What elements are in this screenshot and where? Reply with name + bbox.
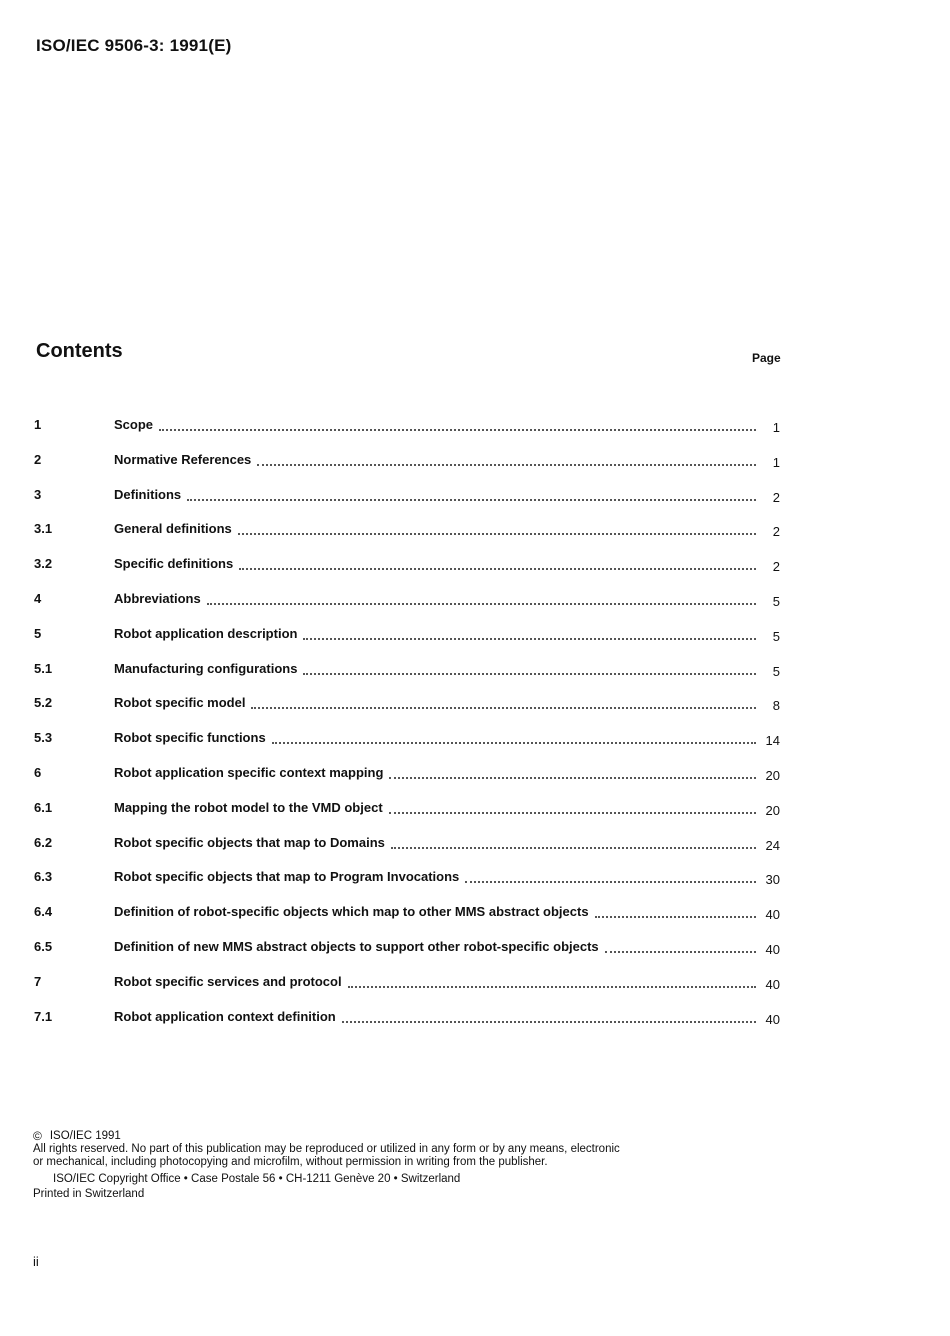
toc-entry-page: 1 xyxy=(772,420,780,435)
toc-entry-title: Robot specific services and protocol xyxy=(114,973,342,989)
contents-title: Contents xyxy=(36,340,123,362)
toc-dot-leader xyxy=(303,673,756,675)
toc-entry-number: 3.2 xyxy=(34,556,53,572)
toc-dot-leader xyxy=(389,812,756,814)
toc-entry-number: 5.2 xyxy=(34,695,53,711)
toc-entry-page: 5 xyxy=(772,663,780,679)
toc-dot-leader xyxy=(238,533,756,535)
toc-entry[interactable] xyxy=(34,484,780,519)
toc-entry-page: 40 xyxy=(765,907,780,923)
toc-entry-number: 3 xyxy=(34,486,42,502)
copyright-symbol: © xyxy=(33,1129,42,1143)
document-id-header: ISO/IEC 9506-3: 1991(E) xyxy=(36,36,232,55)
toc-entry-number: 7.1 xyxy=(34,1008,53,1024)
toc-entry-page: 20 xyxy=(765,802,780,818)
toc-entry-number: 5.3 xyxy=(34,730,53,746)
toc-entry[interactable] xyxy=(34,449,780,484)
toc-dot-leader xyxy=(465,881,755,883)
toc-entry-page: 40 xyxy=(765,1011,780,1027)
toc-entry-title: Scope xyxy=(114,417,154,432)
toc-dot-leader xyxy=(239,568,756,570)
toc-entry-page: 5 xyxy=(772,593,780,609)
toc-entry-title: Definition of robot-specific objects which map to other MMS abstract objects xyxy=(114,904,589,920)
toc-entry[interactable] xyxy=(34,518,780,553)
toc-entry[interactable] xyxy=(34,936,780,971)
toc-entry[interactable] xyxy=(34,971,780,1006)
printed-in-line: Printed in Switzerland xyxy=(33,1188,145,1200)
toc-dot-leader xyxy=(272,742,756,744)
toc-entry[interactable] xyxy=(34,623,780,658)
toc-entry-title: Definition of new MMS abstract objects to support other robot-specific objects xyxy=(114,938,599,954)
toc-entry-number: 6.2 xyxy=(34,834,53,850)
toc-entry-title: Robot specific objects that map to Program Invocations xyxy=(114,869,460,885)
copyright-office-line: ISO/IEC Copyright Office • Case Postale 56 • CH-1211 Genève 20 • Switzerland xyxy=(53,1173,461,1185)
toc-entry-number: 6 xyxy=(34,764,42,780)
toc-entry-page: 24 xyxy=(765,837,780,853)
toc-entry-page: 40 xyxy=(765,941,780,957)
toc-dot-leader xyxy=(389,777,755,779)
toc-entry-number: 6.5 xyxy=(34,938,53,954)
toc-entry-page: 1 xyxy=(772,454,780,470)
toc-entry-number: 4 xyxy=(34,590,42,606)
toc-entry[interactable] xyxy=(34,1006,780,1041)
toc-entry-title: Robot application context definition xyxy=(114,1008,336,1024)
toc-dot-leader xyxy=(207,603,756,605)
toc-entry-page: 8 xyxy=(772,698,780,714)
toc-entry[interactable] xyxy=(34,692,780,727)
toc-entry-number: 1 xyxy=(34,417,42,432)
copyright-block xyxy=(33,1130,633,1201)
toc-entry[interactable] xyxy=(34,832,780,867)
toc-entry-page: 30 xyxy=(765,872,780,888)
toc-dot-leader xyxy=(251,707,756,709)
toc-dot-leader xyxy=(605,951,756,953)
toc-dot-leader xyxy=(348,986,756,988)
toc-entry-page: 2 xyxy=(772,524,780,540)
toc-entry-title: Definitions xyxy=(114,486,182,502)
toc-entry-number: 5.1 xyxy=(34,660,53,676)
toc-entry-page: 2 xyxy=(772,559,780,575)
toc-entry-title: Robot specific functions xyxy=(114,730,266,746)
page-number: ii xyxy=(33,1254,39,1269)
toc-entry-number: 3.1 xyxy=(34,521,53,537)
toc-entry-page: 2 xyxy=(772,489,780,505)
toc-entry-number: 7 xyxy=(34,973,42,989)
toc-dot-leader xyxy=(342,1021,756,1023)
toc-entry-title: Robot specific model xyxy=(114,695,246,711)
toc-entry-number: 6.4 xyxy=(34,904,53,920)
toc-entry-title: Specific definitions xyxy=(114,556,234,572)
toc-entry-title: Robot application description xyxy=(114,625,298,641)
toc-entry[interactable] xyxy=(34,727,780,762)
toc-entry-title: Abbreviations xyxy=(114,590,201,606)
toc-dot-leader xyxy=(303,638,756,640)
toc-entry[interactable] xyxy=(34,553,780,588)
toc-entry-page: 5 xyxy=(772,628,780,644)
toc-entry-title: Robot application specific context mapping xyxy=(114,764,384,780)
toc-entry-number: 6.1 xyxy=(34,799,53,815)
toc-entry-page: 14 xyxy=(765,733,780,749)
toc-entry[interactable] xyxy=(34,762,780,797)
toc-dot-leader xyxy=(595,916,756,918)
toc-dot-leader xyxy=(187,499,756,501)
toc-entry[interactable] xyxy=(34,866,780,901)
copyright-rights-text: All rights reserved. No part of this publication may be reproduced or utilized in any form or by any means, electronic or mechanical, including photocopying and microfilm, without permission in writing from the publisher. xyxy=(33,1143,620,1168)
toc-entry-number: 5 xyxy=(34,625,42,641)
toc-entry-page: 20 xyxy=(765,767,780,783)
toc-entry-title: Manufacturing configurations xyxy=(114,660,298,676)
toc-entry-number: 2 xyxy=(34,451,42,467)
toc-dot-leader xyxy=(391,847,756,849)
toc-entry-title: Normative References xyxy=(114,451,252,467)
table-of-contents xyxy=(34,414,780,1040)
copyright-holder-year: ISO/IEC 1991 xyxy=(49,1130,121,1142)
toc-entry[interactable] xyxy=(34,901,780,936)
toc-entry-page: 40 xyxy=(765,976,780,992)
toc-entry[interactable] xyxy=(34,588,780,623)
toc-entry-title: Mapping the robot model to the VMD object xyxy=(114,799,383,815)
toc-entry[interactable] xyxy=(34,797,780,832)
toc-dot-leader xyxy=(159,429,756,431)
toc-entry[interactable] xyxy=(34,414,780,449)
toc-entry[interactable] xyxy=(34,658,780,693)
toc-entry-title: General definitions xyxy=(114,521,232,537)
toc-dot-leader xyxy=(257,464,756,466)
toc-entry-title: Robot specific objects that map to Domains xyxy=(114,834,385,850)
toc-entry-number: 6.3 xyxy=(34,869,53,885)
page-column-label: Page xyxy=(752,351,781,365)
